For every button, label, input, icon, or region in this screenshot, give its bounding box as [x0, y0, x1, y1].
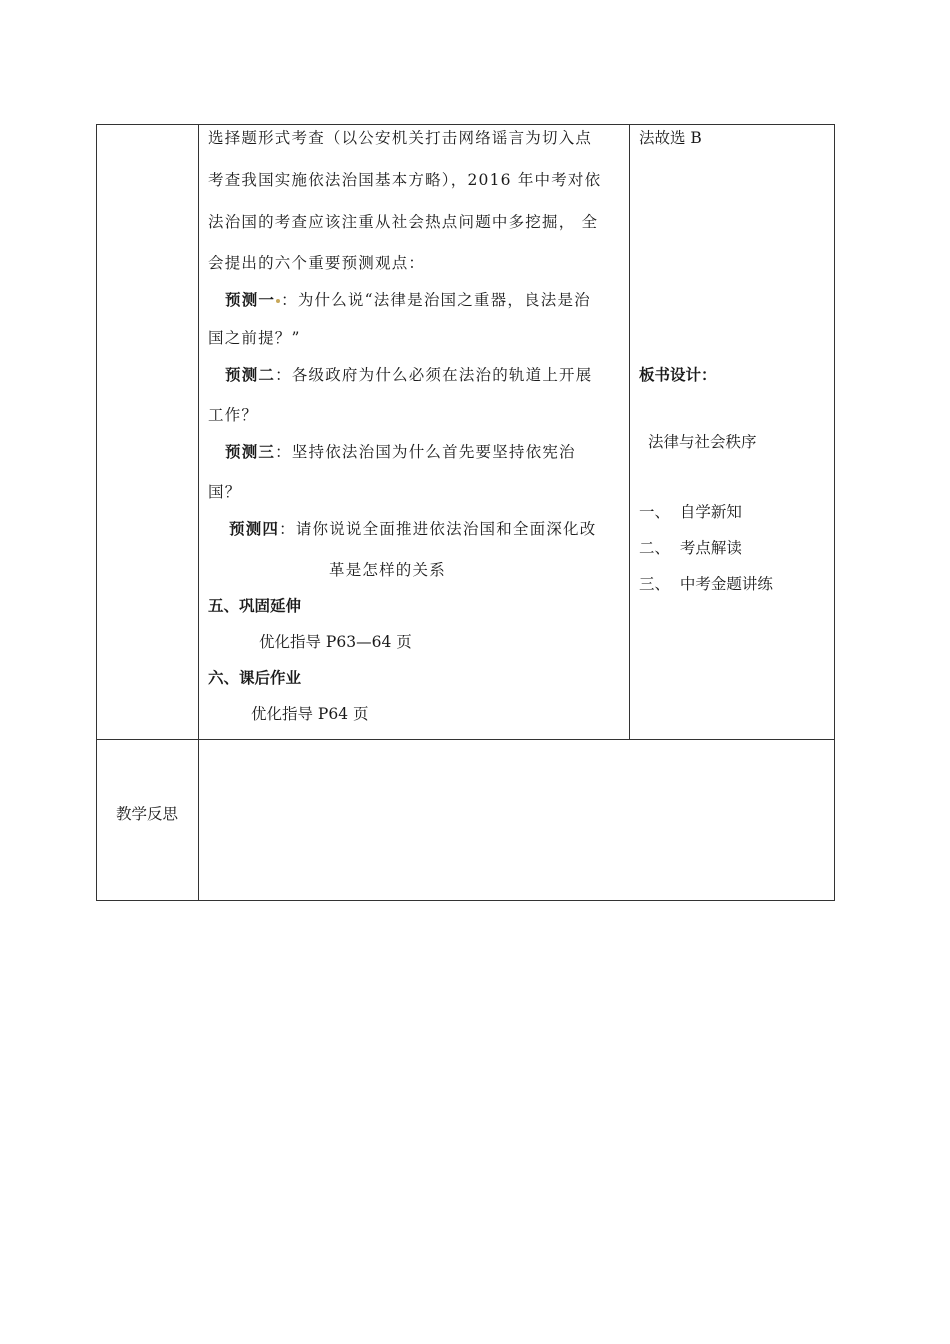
table-column-divider-1	[198, 124, 199, 901]
section-6-title: 六、课后作业	[208, 668, 302, 687]
prediction-text: 各级政府为什么必须在法治的轨道上开展	[291, 366, 593, 384]
section-6-text: 优化指导 P64 页	[251, 705, 369, 723]
prediction-1	[225, 290, 591, 310]
outline-text: 自学新知	[679, 503, 742, 521]
answer-text: 法故选 B	[639, 129, 702, 147]
table-border-bottom	[96, 900, 835, 901]
reflection-label: 教学反思	[116, 805, 179, 823]
prediction-text: 坚持依法治国为什么首先要坚持依宪治	[291, 443, 576, 461]
outline-number: 一、	[639, 503, 671, 521]
section-5-text: 优化指导 P63—64 页	[259, 633, 412, 651]
outline-item	[639, 574, 773, 594]
board-topic: 法律与社会秩序	[648, 433, 757, 451]
table-border-top	[96, 124, 835, 125]
prediction-3-cont: 国？	[208, 483, 242, 501]
outline-number: 二、	[639, 539, 671, 557]
main-text-line: 法治国的考查应该注重从社会热点问题中多挖掘， 全	[208, 213, 599, 231]
prediction-1-cont: 国之前提？”	[208, 329, 301, 347]
outline-item	[639, 538, 742, 558]
table-column-divider-2	[629, 124, 630, 740]
outline-text: 中考金题讲练	[679, 575, 773, 593]
prediction-separator: ：	[275, 366, 292, 384]
prediction-3	[225, 442, 576, 462]
prediction-separator: ：	[275, 443, 292, 461]
prediction-label: 预测三	[225, 442, 276, 461]
prediction-separator: ：	[281, 291, 298, 309]
prediction-label: 预测一	[225, 290, 276, 309]
main-text-line: 会提出的六个重要预测观点：	[208, 254, 426, 272]
prediction-4	[229, 519, 596, 539]
main-text-line: 选择题形式考查（以公安机关打击网络谣言为切入点	[208, 129, 593, 147]
prediction-separator: ：	[279, 520, 296, 538]
table-border-left	[96, 124, 97, 901]
table-border-right	[834, 124, 835, 901]
highlight-dot	[276, 299, 280, 303]
prediction-4-cont: 革是怎样的关系	[329, 561, 446, 579]
prediction-2	[225, 365, 592, 385]
prediction-text: 为什么说“法律是治国之重器，良法是治	[297, 291, 591, 309]
prediction-label: 预测二	[225, 365, 276, 384]
outline-text: 考点解读	[679, 539, 742, 557]
outline-item	[639, 502, 742, 522]
table-row-divider	[96, 739, 835, 740]
outline-number: 三、	[639, 575, 671, 593]
prediction-2-cont: 工作？	[208, 406, 259, 424]
prediction-label: 预测四	[229, 519, 280, 538]
reflection-content-area[interactable]	[200, 741, 832, 899]
section-5-title: 五、巩固延伸	[208, 596, 302, 615]
board-design-title: 板书设计：	[639, 365, 717, 384]
main-text-line: 考查我国实施依法治国基本方略），2016 年中考对依	[208, 171, 602, 189]
prediction-text: 请你说说全面推进依法治国和全面深化改	[295, 520, 597, 538]
